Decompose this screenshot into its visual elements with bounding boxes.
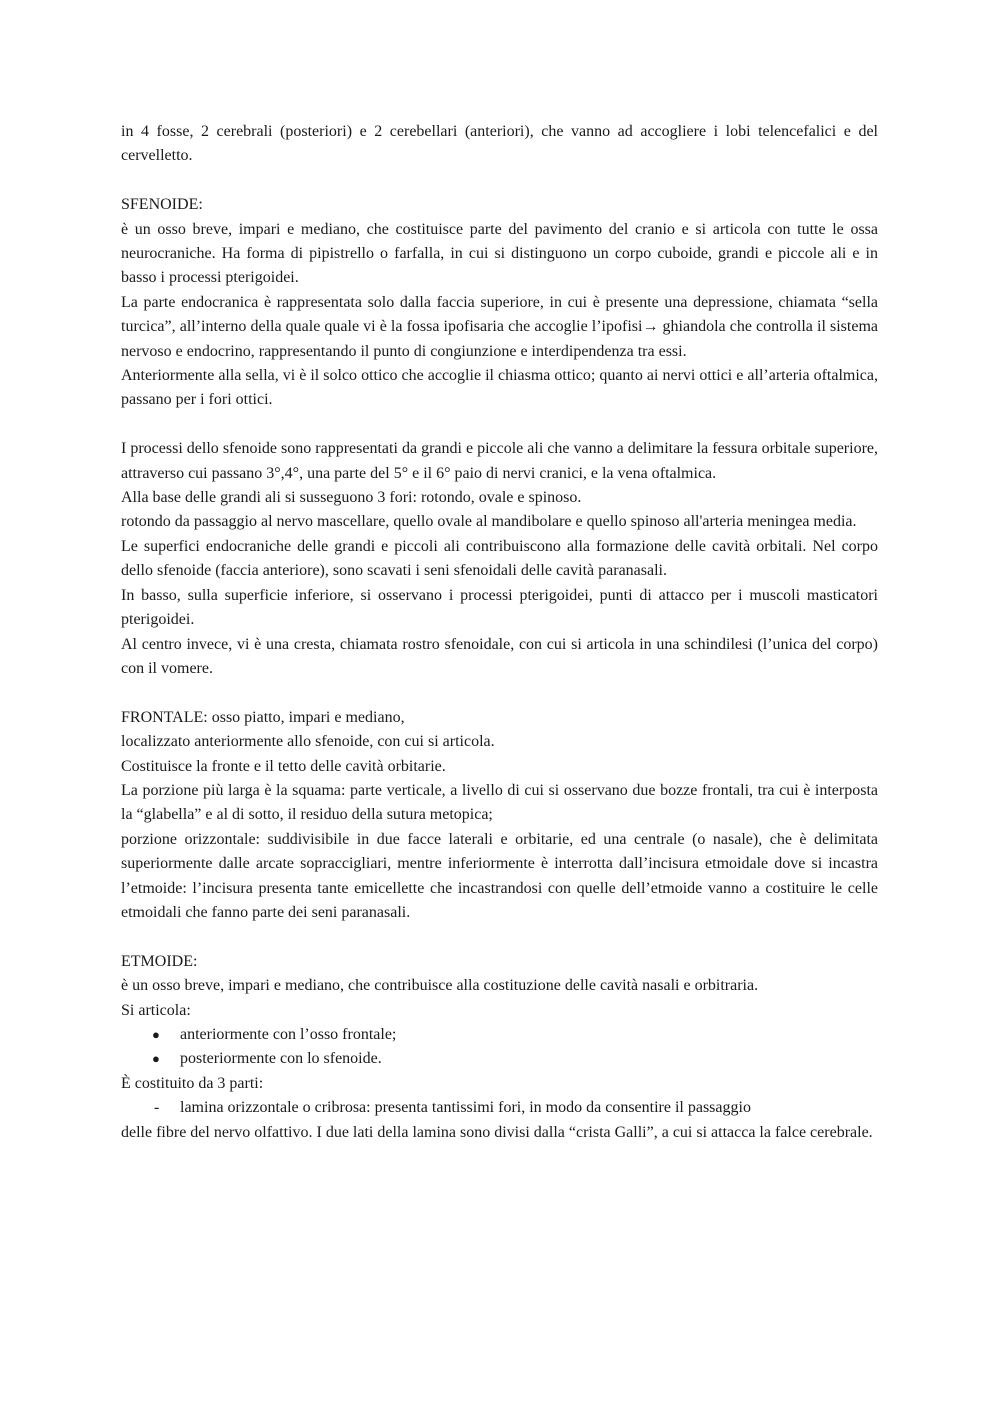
section-heading: FRONTALE: osso piatto, impari e mediano, bbox=[121, 708, 405, 726]
paragraph: La porzione più larga è la squama: parte verticale, a livello di cui si osservano due bozze frontali, tra cui è interposta la “glabella” e al di sotto, il residuo della sutura metopica; bbox=[121, 781, 878, 824]
bullet-icon: ● bbox=[152, 1026, 160, 1042]
paragraph: Al centro invece, vi è una cresta, chiamata rostro sfenoidale, con cui si articola in una schindilesi (l’unica del corpo) con il vomere. bbox=[121, 635, 878, 677]
list-item bbox=[121, 1047, 878, 1071]
paragraph: Anteriormente alla sella, vi è il solco ottico che accoglie il chiasma ottico; quanto ai nervi ottici e all’arteria oftalmica, passano per i fori ottici. bbox=[121, 367, 878, 409]
paragraph: porzione orizzontale: suddivisibile in due facce laterali e orbitarie, ed una centrale (o nasale), che è delimitata superiormente dalle arcate sopraccigliari, mentre inferiormente è interrotta dall’incisura etmoidale dove si incastra l’etmoide: l’incisura presenta tante emicellette che incastrandosi con quelle dell’etmoide vanno a costituire le celle etmoidali che fanno parte dei seni paranasali. bbox=[121, 830, 878, 921]
paragraph: I processi dello sfenoide sono rappresentati da grandi e piccole ali che vanno a delimitare la fessura orbitale superiore, attraverso cui passano 3°,4°, una parte del 5° e il 6° paio di nervi cranici, e la vena oftalmica. bbox=[121, 440, 878, 482]
spacer bbox=[121, 681, 878, 705]
intro-paragraph: in 4 fosse, 2 cerebrali (posteriori) e 2 cerebellari (anteriori), che vanno ad accogliere i lobi telencefalici e del cervelletto. bbox=[121, 123, 878, 165]
section-frontale bbox=[121, 706, 878, 926]
paragraph: È costituito da 3 parti: bbox=[121, 1074, 264, 1092]
bullet-list bbox=[121, 1023, 878, 1072]
spacer bbox=[121, 413, 878, 437]
paragraph: In basso, sulla superficie inferiore, si osservano i processi pterigoidei, punti di attacco per i muscoli masticatori pterigoidei. bbox=[121, 586, 878, 629]
list-item bbox=[121, 1023, 878, 1047]
paragraph: Alla base delle grandi ali si susseguono 3 fori: rotondo, ovale e spinoso. bbox=[121, 489, 582, 507]
paragraph: La parte endocranica è rappresentata solo dalla faccia superiore, in cui è presente una depressione, chiamata “sella turcica”, all’interno della quale quale vi è la fossa ipofisaria che accoglie l’ipofisi→ ghiandola che controlla il sistema nervoso e endocrino, rappresentando il punto di congiunzione e interdipendenza tra essi. bbox=[121, 293, 878, 360]
list-item-text: anteriormente con l’osso frontale; bbox=[180, 1025, 397, 1043]
bullet-icon: ● bbox=[152, 1051, 160, 1067]
list-item-text: posteriormente con lo sfenoide. bbox=[180, 1050, 382, 1068]
paragraph: Le superfici endocraniche delle grandi e piccoli ali contribuiscono alla formazione delle cavità orbitali. Nel corpo dello sfenoide (faccia anteriore), sono scavati i seni sfenoidali delle cavità paranasali. bbox=[121, 537, 878, 580]
paragraph: localizzato anteriormente allo sfenoide, con cui si articola. bbox=[121, 733, 495, 751]
paragraph: delle fibre del nervo olfattivo. I due lati della lamina sono divisi dalla “crista Galli”, a cui si attacca la falce cerebrale. bbox=[121, 1123, 873, 1141]
section-sfenoide bbox=[121, 193, 878, 681]
dash-item-text: lamina orizzontale o cribrosa: presenta tantissimi fori, in modo da consentire il passaggio bbox=[180, 1099, 751, 1117]
dash-icon: - bbox=[154, 1099, 160, 1117]
paragraph: è un osso breve, impari e mediano, che costituisce parte del pavimento del cranio e si articola con tutte le ossa neurocraniche. Ha forma di pipistrello o farfalla, in cui si distinguono un corpo cuboide, grandi e piccole ali e in basso i processi pterigoidei. bbox=[121, 220, 878, 287]
paragraph: rotondo da passaggio al nervo mascellare, quello ovale al mandibolare e quello spinoso all'arteria meningea media. bbox=[121, 513, 857, 531]
document-page bbox=[121, 120, 878, 1145]
paragraph: Costituisce la fronte e il tetto delle cavità orbitarie. bbox=[121, 757, 446, 775]
dash-list-item bbox=[121, 1096, 878, 1120]
section-heading: ETMOIDE: bbox=[121, 952, 198, 970]
spacer bbox=[121, 169, 878, 193]
spacer bbox=[121, 925, 878, 949]
section-etmoide bbox=[121, 950, 878, 1145]
paragraph: è un osso breve, impari e mediano, che contribuisce alla costituzione delle cavità nasali e orbitraria. bbox=[121, 977, 759, 995]
paragraph: Si articola: bbox=[121, 1001, 191, 1019]
section-heading: SFENOIDE: bbox=[121, 196, 203, 214]
